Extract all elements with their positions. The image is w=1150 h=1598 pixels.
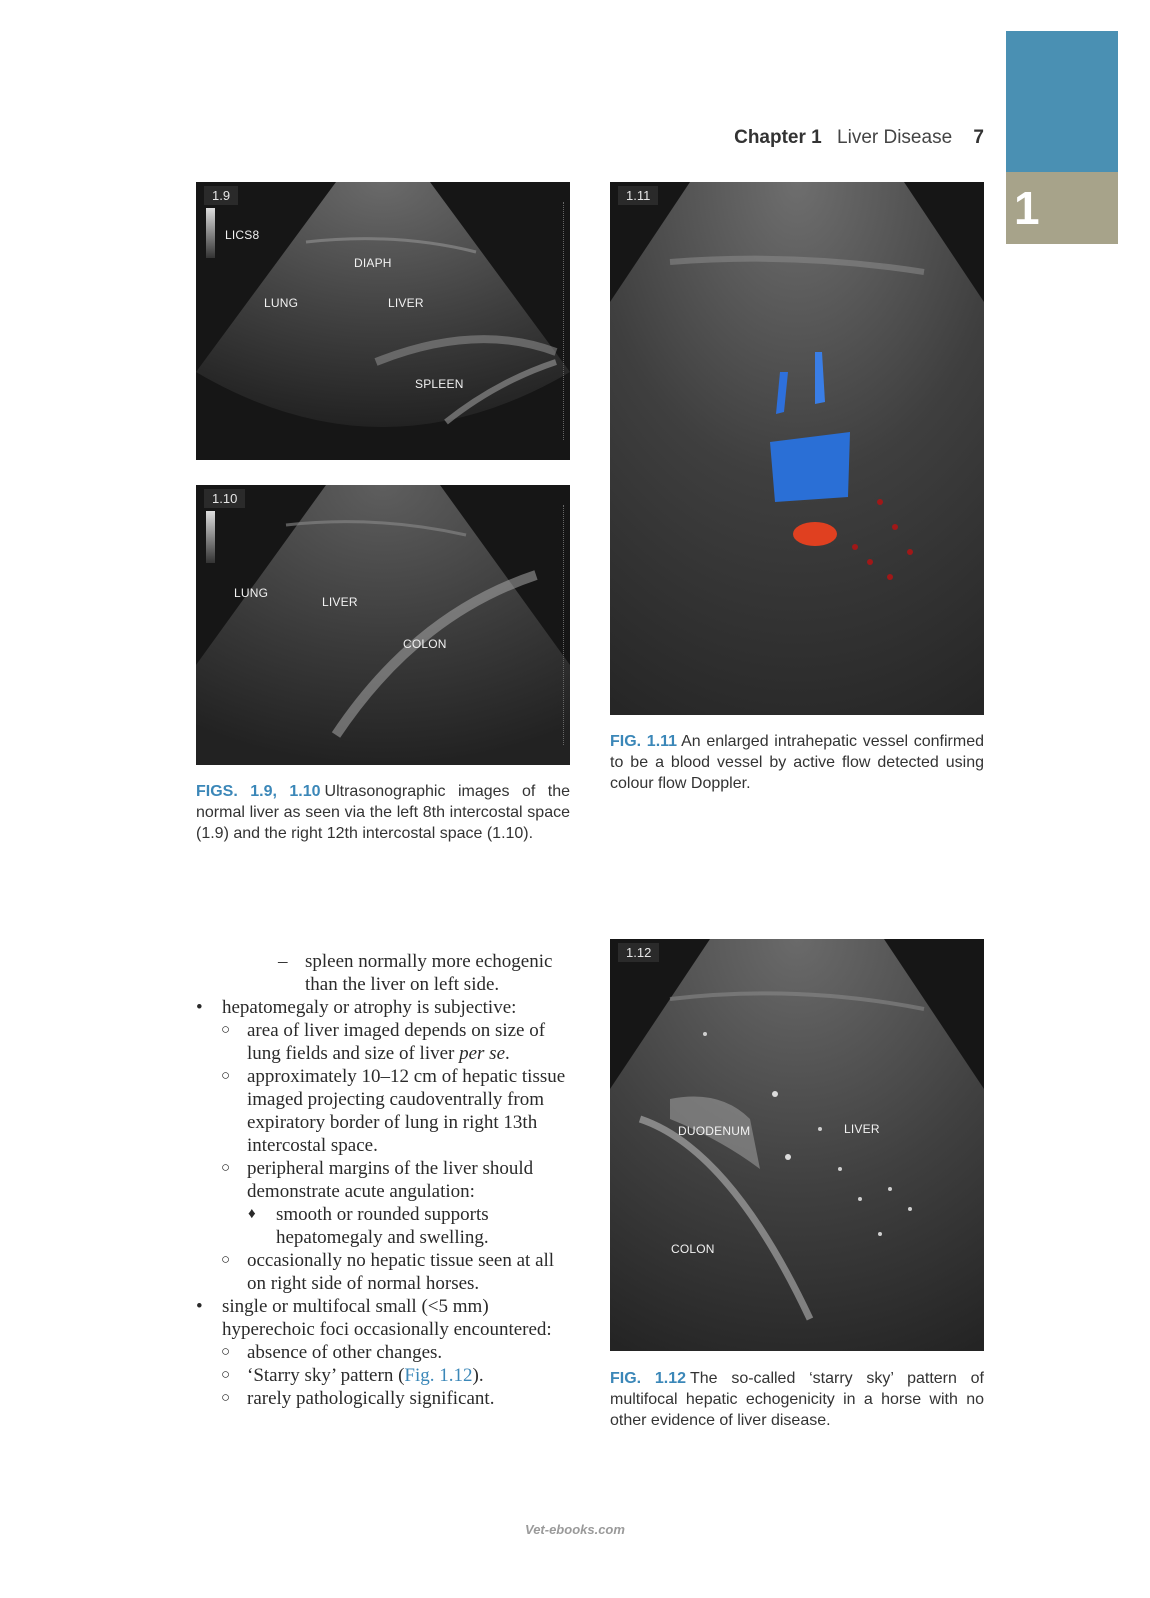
list-item-text: ). [472, 1365, 484, 1386]
dash-marker: – [278, 951, 288, 972]
grayscale-bar [206, 511, 215, 563]
list-item-text: spleen normally more echogenic than the liver on left side. [305, 951, 553, 995]
ultrasound-image-1-9 [196, 182, 570, 460]
watermark: Vet-ebooks.com [525, 1522, 625, 1537]
list-item-dash [196, 950, 576, 996]
ultrasound-image-1-12 [610, 939, 984, 1351]
chapter-tab-top [1006, 31, 1118, 172]
caption-text: An enlarged intrahepatic vessel confirmed to be a blood vessel by active flow detected using colour flow Doppler. [610, 733, 984, 792]
section-title: Liver Disease [837, 127, 953, 148]
list-item-text: absence of other changes. [247, 1342, 443, 1363]
depth-scale [560, 505, 564, 745]
diamond-marker: ♦ [248, 1206, 256, 1222]
circle-marker: ○ [221, 1344, 231, 1360]
figure-number-1-11: 1.11 [618, 186, 658, 205]
label-colon: COLON [403, 637, 447, 651]
chapter-tab-number: 1 [1014, 182, 1040, 234]
figure-number-1-10: 1.10 [204, 489, 245, 508]
bullet-marker: • [196, 997, 203, 1018]
depth-scale [560, 202, 564, 440]
grayscale-bar [206, 208, 215, 258]
label-liver: LIVER [322, 595, 358, 609]
circle-marker: ○ [221, 1367, 231, 1383]
caption-figs-1-9-1-10 [196, 781, 570, 844]
label-colon: COLON [671, 1242, 715, 1256]
list-item-text: smooth or rounded supports hepatomegaly and swelling. [276, 1204, 489, 1248]
figure-link[interactable]: Fig. 1.12 [404, 1365, 473, 1386]
caption-fig-1-11 [610, 731, 984, 794]
caption-text: The so-called ‘starry sky’ pattern of multifocal hepatic echogenicity in a horse with no other evidence of liver disease. [610, 1370, 984, 1429]
list-item-sub [196, 1065, 576, 1157]
body-text-list [196, 950, 576, 1410]
list-item-bullet [196, 1295, 576, 1341]
caption-tag: FIG. 1.12 [610, 1370, 686, 1387]
circle-marker: ○ [221, 1160, 231, 1176]
caption-tag: FIGS. 1.9, 1.10 [196, 783, 321, 800]
list-item-sub [196, 1341, 576, 1364]
ultrasound-sector-1-12 [610, 939, 984, 1351]
list-item-sub [196, 1157, 576, 1203]
circle-marker: ○ [221, 1022, 231, 1038]
figure-number-1-12: 1.12 [618, 943, 659, 962]
ultrasound-image-1-10 [196, 485, 570, 765]
list-item-text: rarely pathologically significant. [247, 1388, 495, 1409]
circle-marker: ○ [221, 1068, 231, 1084]
list-item-text: single or multifocal small (<5 mm) hyperechoic foci occasionally encountered: [222, 1296, 552, 1340]
list-item-text: approximately 10–12 cm of hepatic tissue imaged projecting caudoventrally from expiratory border of lung in right 13th intercostal space. [247, 1066, 566, 1156]
list-item-sub [196, 1364, 576, 1387]
ultrasound-sector-1-9 [196, 182, 570, 460]
bullet-marker: • [196, 1296, 203, 1317]
list-item-sub [196, 1019, 576, 1065]
caption-fig-1-12 [610, 1368, 984, 1431]
list-item-sub [196, 1387, 576, 1410]
label-liver: LIVER [388, 296, 424, 310]
label-duodenum: DUODENUM [678, 1124, 751, 1138]
list-item-text: ‘Starry sky’ pattern ( [247, 1365, 405, 1386]
ultrasound-image-1-11 [610, 182, 984, 715]
label-liver: LIVER [844, 1122, 880, 1136]
chapter-label: Chapter 1 [734, 127, 822, 148]
list-item-text: hepatomegaly or atrophy is subjective: [222, 997, 517, 1018]
list-item-sub [196, 1249, 576, 1295]
circle-marker: ○ [221, 1390, 231, 1406]
list-item-text: area of liver imaged depends on size of lung fields and size of liver [247, 1020, 546, 1064]
figure-number-1-9: 1.9 [204, 186, 238, 205]
circle-marker: ○ [221, 1252, 231, 1268]
label-diaph: DIAPH [354, 256, 392, 270]
list-item-text: occasionally no hepatic tissue seen at all on right side of normal horses. [247, 1250, 555, 1294]
running-head [734, 127, 984, 149]
label-spleen: SPLEEN [415, 377, 464, 391]
label-lung: LUNG [264, 296, 299, 310]
ultrasound-sector-1-10 [196, 485, 570, 765]
caption-text: Ultrasonographic images of the normal liver as seen via the left 8th intercostal space (1.9) and the right 12th intercostal space (1.10). [196, 783, 571, 842]
list-item-subsub [196, 1203, 576, 1249]
list-item-emphasis: per se [459, 1043, 506, 1064]
list-item-text: peripheral margins of the liver should demonstrate acute angulation: [247, 1158, 534, 1202]
list-item-text: . [505, 1043, 510, 1064]
label-lung: LUNG [234, 586, 269, 600]
label-lics8: LICS8 [225, 228, 260, 242]
doppler-image-1-11 [610, 182, 984, 715]
list-item-bullet [196, 996, 576, 1019]
page-number: 7 [973, 127, 984, 148]
caption-tag: FIG. 1.11 [610, 733, 678, 750]
